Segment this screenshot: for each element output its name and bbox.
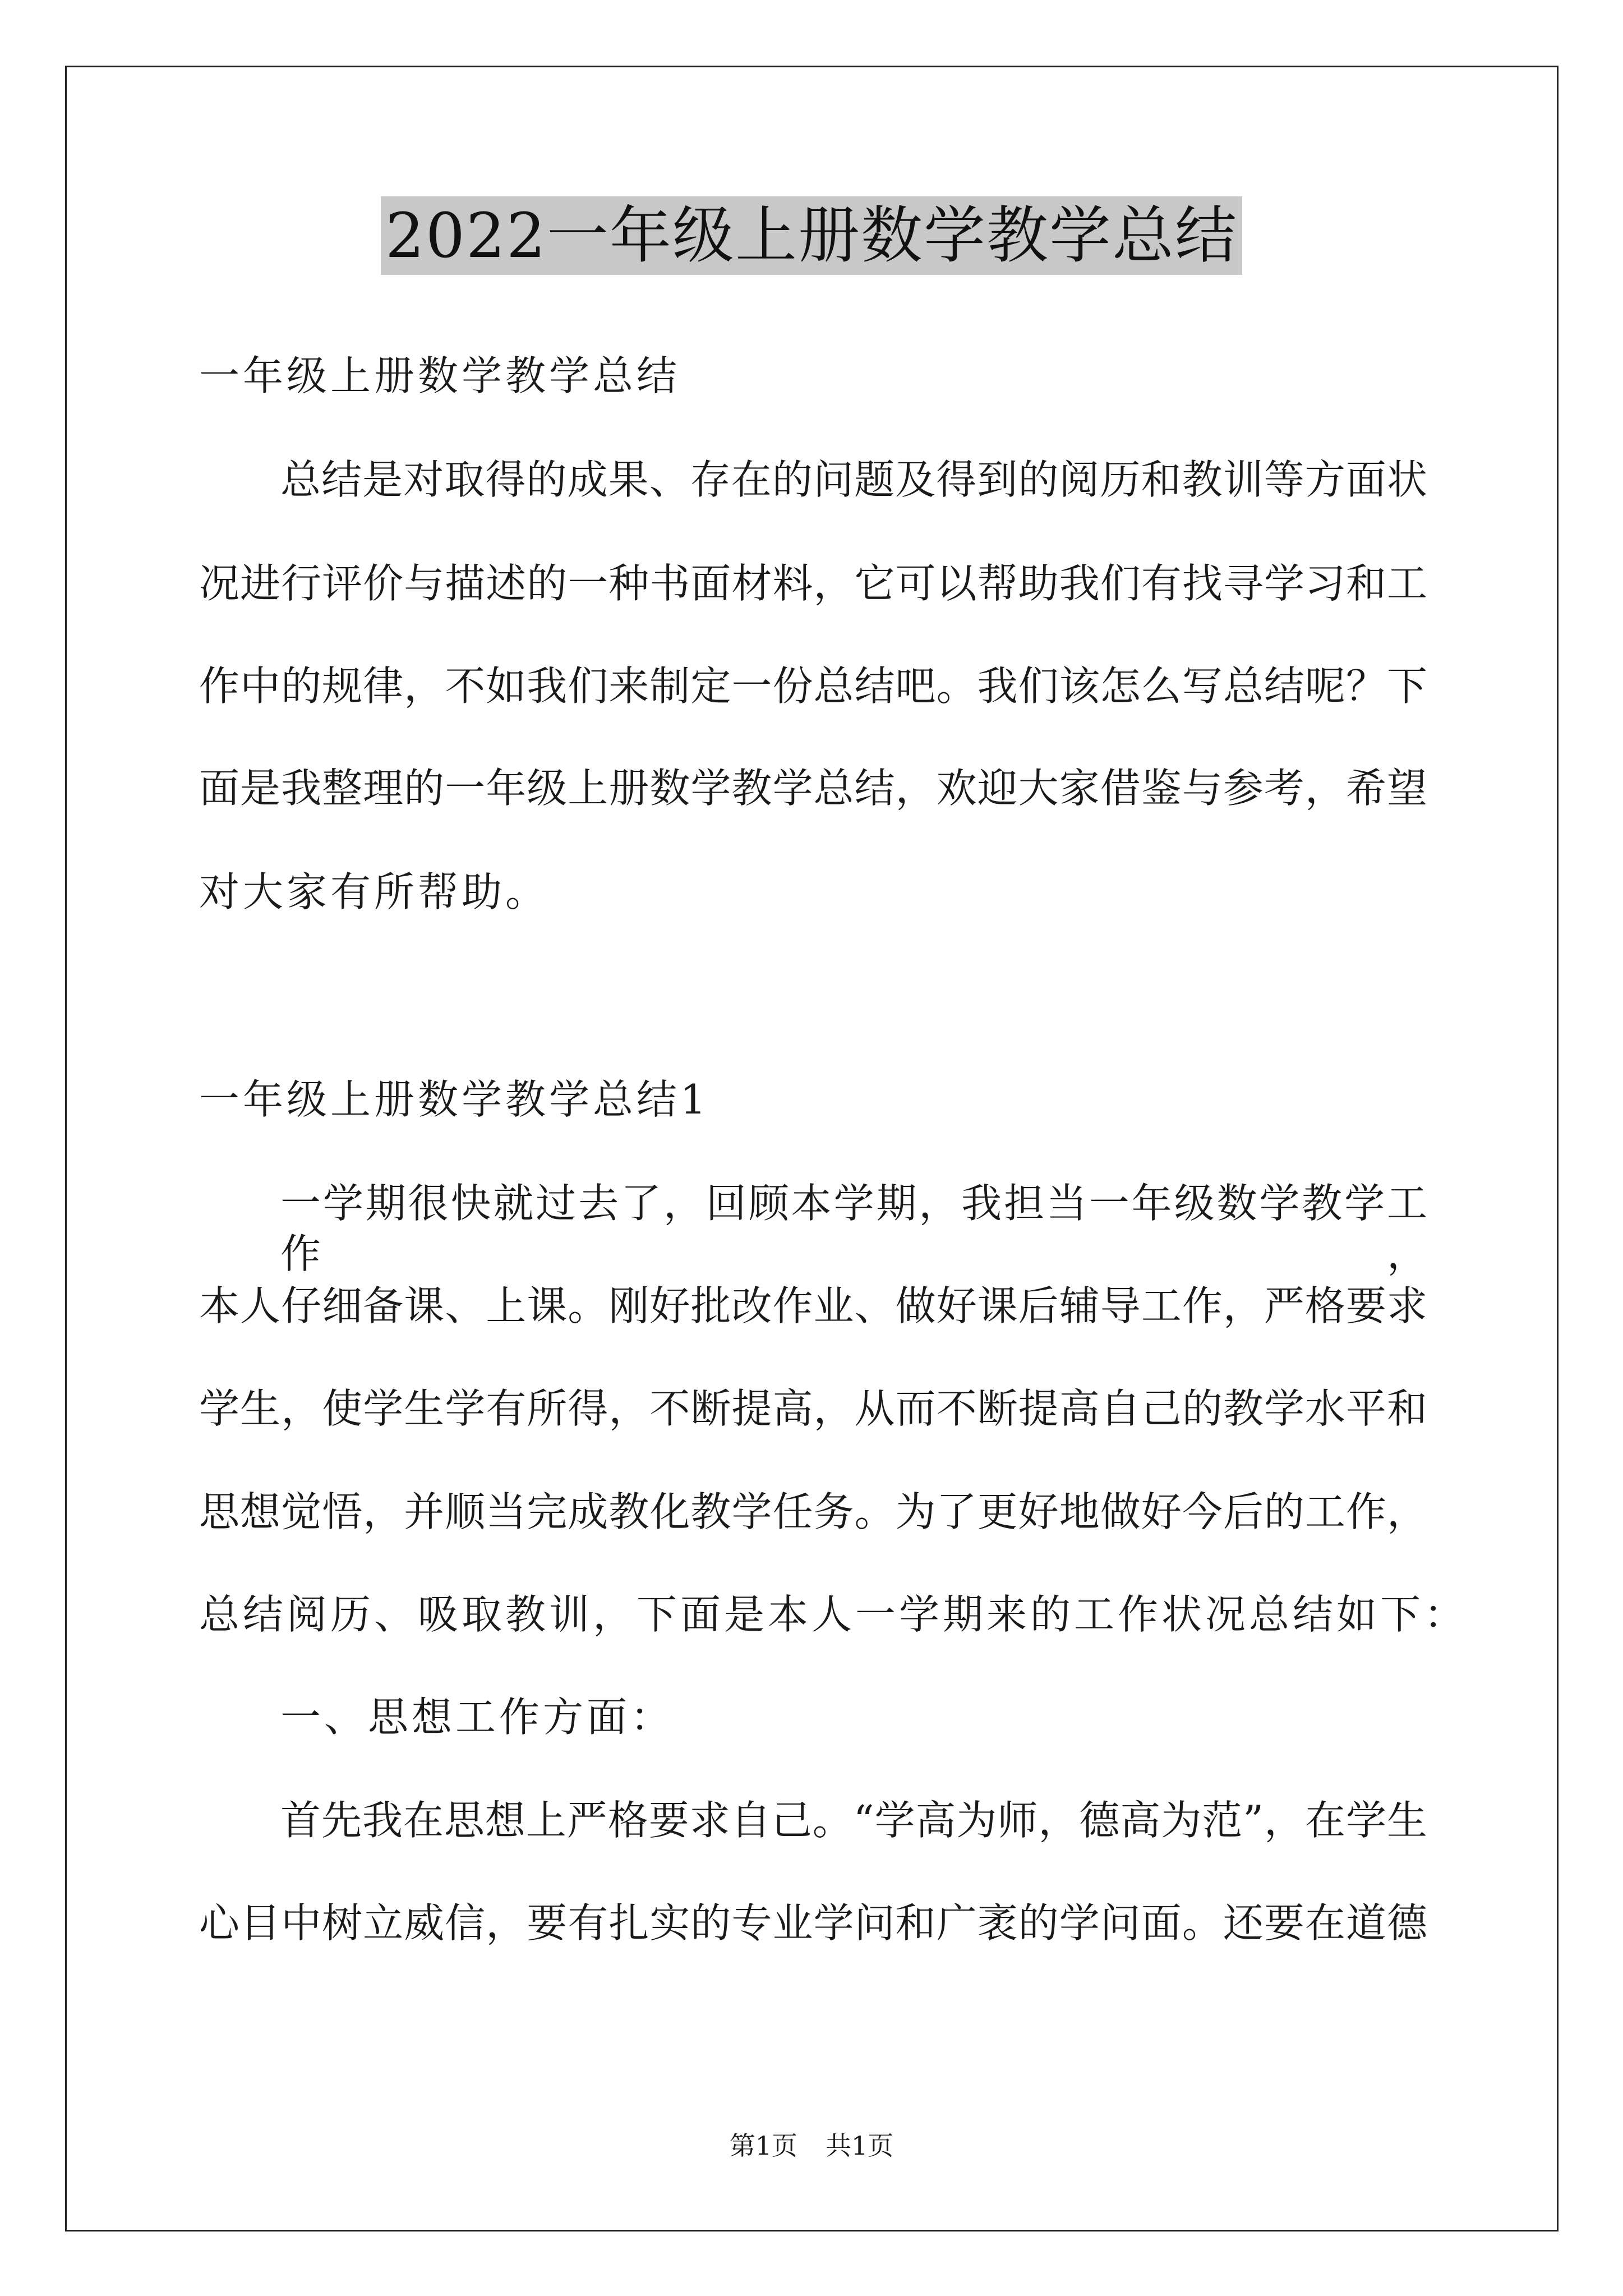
body-line: 总结阅历、吸取教训，下面是本人一学期来的工作状况总结如下： [199, 1591, 1468, 1638]
body-line: 本人仔细备课、上课。刚好批改作业、做好课后辅导工作，严格要求 [199, 1282, 1427, 1329]
point-line: 首先我在思想上严格要求自己。“学高为师，德高为范”，在学生 [280, 1797, 1427, 1844]
document-title: 2022一年级上册数学教学总结 [381, 196, 1242, 275]
intro-line: 对大家有所帮助。 [199, 868, 550, 915]
intro-line: 总结是对取得的成果、存在的问题及得到的阅历和教训等方面状 [280, 456, 1427, 503]
body-line: 学生，使学生学有所得，不断提高，从而不断提高自己的教学水平和 [199, 1385, 1427, 1432]
point-heading: 一、思想工作方面： [280, 1694, 675, 1741]
page-number-total: 共1页 [826, 2131, 894, 2161]
point-line: 心目中树立威信，要有扎实的专业学问和广袤的学问面。还要在道德 [199, 1899, 1427, 1947]
body-line: 思想觉悟，并顺当完成教化教学任务。为了更好地做好今后的工作， [199, 1488, 1427, 1535]
intro-line: 况进行评价与描述的一种书面材料，它可以帮助我们有找寻学习和工 [199, 560, 1427, 607]
intro-line: 作中的规律，不如我们来制定一份总结吧。我们该怎么写总结呢？下 [199, 662, 1427, 710]
body-line: 一学期很快就过去了，回顾本学期，我担当一年级数学教学工作， [280, 1180, 1427, 1277]
page-number-current: 第1页 [729, 2131, 797, 2161]
page-footer [0, 2129, 1623, 2162]
intro-line: 面是我整理的一年级上册数学教学总结，欢迎大家借鉴与参考，希望 [199, 765, 1427, 812]
section-heading: 一年级上册数学教学总结1 [199, 1076, 709, 1123]
document-subtitle: 一年级上册数学教学总结 [199, 352, 681, 399]
title-container [0, 196, 1623, 275]
